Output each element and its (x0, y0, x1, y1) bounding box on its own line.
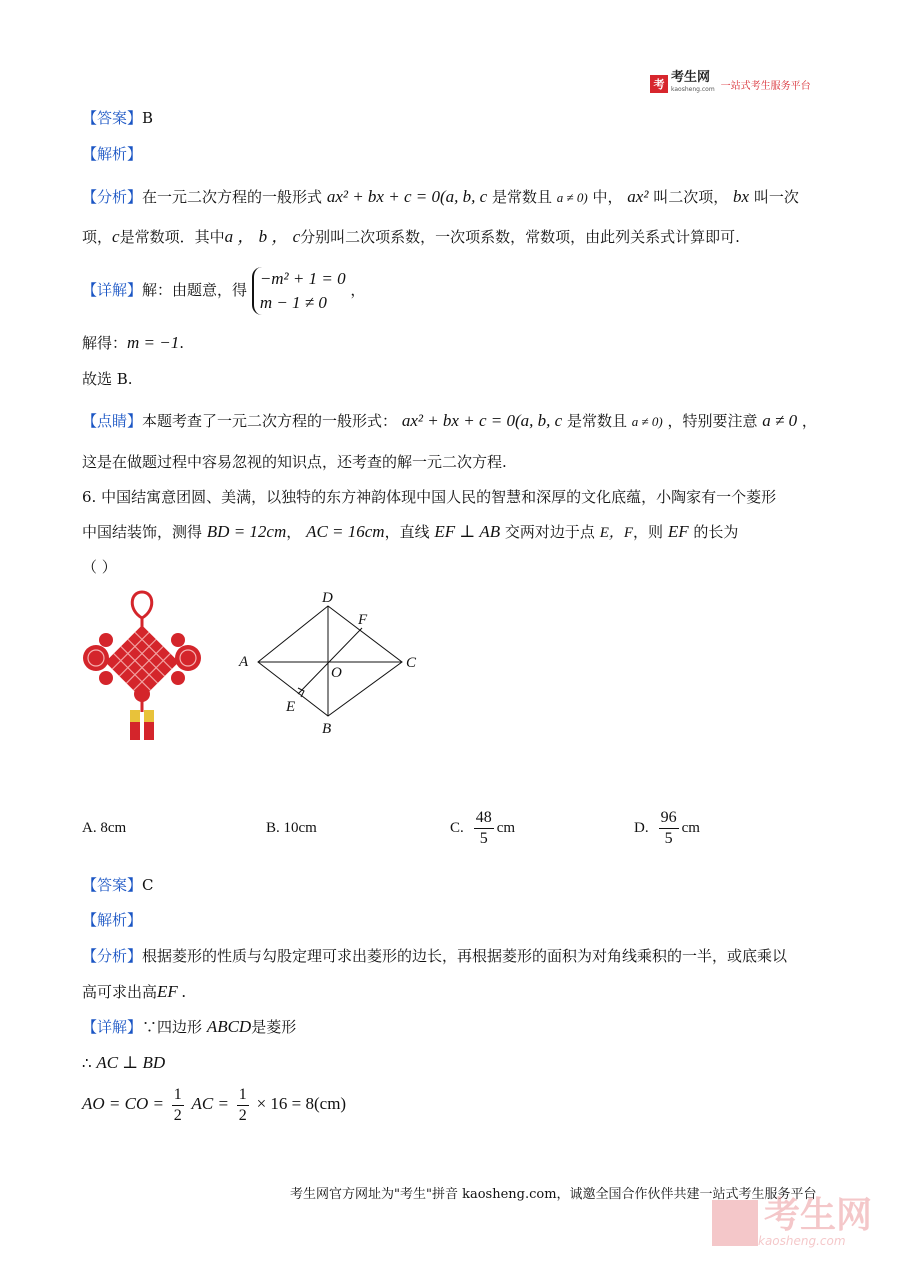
q6-xiangjie (82, 1016, 296, 1038)
fenxi-tag: 【分析】 (82, 188, 143, 206)
text: 解：由题意，得 (142, 281, 248, 299)
text: 故选 B. (82, 370, 133, 388)
text: 这是在做题过程中容易忽视的知识点，还考查的解一元二次方程. (82, 453, 507, 471)
text: 中， (592, 188, 623, 206)
text: . (179, 334, 185, 352)
formula: a ≠ 0) (631, 414, 663, 429)
text: 是常数且 (566, 412, 627, 430)
formula: AC ⊥ BD (96, 1053, 166, 1072)
formula: EF ⊥ AB (434, 522, 501, 541)
option-c-unit: cm (496, 820, 516, 836)
numerator: 96 (659, 808, 679, 829)
text: ， (286, 523, 302, 541)
text: 是常数项．其中 (119, 228, 225, 246)
formula: × 16 = 8(cm) (256, 1094, 347, 1113)
q5-dianjing-line-2 (82, 451, 507, 473)
brand-sub: kaosheng.com (671, 86, 715, 93)
option-c-fraction (474, 808, 494, 849)
analysis-tag: 【解析】 (82, 145, 143, 163)
rhombus-figure (230, 588, 430, 738)
text: 项， (82, 228, 113, 246)
text: 6. 中国结寓意团圆、美满，以独特的东方神韵体现中国人民的智慧和深厚的文化底蕴，小陶家有一个菱形 (82, 488, 777, 506)
q6-ao-equation (82, 1082, 346, 1126)
therefore-symbol: ∴ (82, 1054, 92, 1072)
answer-tag: 【答案】 (82, 109, 143, 127)
header-logo (650, 72, 811, 96)
numerator: 1 (172, 1085, 184, 1106)
q5-choose (82, 368, 133, 390)
option-a-label: A. 8cm (82, 820, 127, 836)
text: ， (801, 412, 817, 430)
formula: ABCD (206, 1017, 252, 1036)
analysis-tag: 【解析】 (82, 911, 143, 929)
denominator: 2 (173, 1106, 182, 1124)
formula: c (112, 227, 120, 246)
q6-analysis-heading (82, 909, 142, 931)
formula: m = −1 (127, 333, 180, 352)
formula: AC = (191, 1094, 229, 1113)
text: ， (350, 281, 366, 299)
chinese-knot-image (78, 590, 214, 745)
text: 中国结装饰，测得 (82, 523, 203, 541)
q6-stem-line-1 (82, 486, 776, 508)
label-c: C (406, 655, 417, 671)
logo-mark-icon: 考 (650, 75, 668, 93)
label-e: E (286, 699, 296, 715)
option-d-unit: cm (681, 820, 700, 836)
text: 分别叫二次项系数，一次项系数，常数项，由此列关系式计算即可. (300, 228, 740, 246)
line-ef (298, 628, 362, 694)
formula: −m² + 1 = 0 (259, 269, 346, 288)
option-a[interactable] (82, 820, 126, 837)
fenxi-tag: 【分析】 (82, 947, 143, 965)
text: 是菱形 (251, 1018, 297, 1036)
q5-fenxi-line-1 (82, 186, 799, 209)
formula: bx (733, 187, 750, 206)
text: 解得： (82, 334, 128, 352)
system-body (252, 267, 346, 315)
q5-answer (82, 107, 153, 129)
option-d[interactable] (634, 808, 700, 849)
q5-xiangjie (82, 265, 365, 315)
formula: ax² + bx + c = 0(a, b, c (401, 411, 563, 430)
text: 叫一次 (753, 188, 799, 206)
formula: BD = 12cm (206, 522, 287, 541)
text: 在一元二次方程的一般形式 (142, 188, 323, 206)
label-a: A (239, 654, 249, 670)
brand-name: 考生网 (671, 70, 711, 85)
formula: a ≠ 0) (556, 190, 588, 205)
answer-value: B (142, 109, 154, 127)
denominator: 5 (479, 830, 488, 847)
formula: AC = 16cm (306, 522, 385, 541)
q5-dianjing-line-1 (82, 410, 817, 433)
option-b[interactable] (266, 820, 317, 837)
formula: EF . (157, 982, 187, 1001)
watermark-text: 考生网 (764, 1195, 873, 1236)
q6-stem-line-2 (82, 521, 738, 544)
label-b: B (322, 721, 332, 737)
q5-solution (82, 332, 184, 354)
text: 高可求出高 (82, 983, 158, 1001)
xiangjie-tag: 【详解】 (82, 1018, 143, 1036)
text: 叫二次项， (653, 188, 729, 206)
equation-system (252, 267, 346, 315)
formula: AO = CO = (82, 1094, 164, 1113)
denominator: 2 (238, 1106, 247, 1124)
q6-fenxi-line-1 (82, 945, 787, 967)
option-c[interactable] (450, 808, 515, 849)
formula: a ， b ， c (224, 227, 301, 246)
option-d-fraction (659, 808, 679, 849)
text: ，特别要注意 (667, 412, 758, 430)
answer-value: C (142, 876, 154, 894)
text: ，则 (633, 523, 664, 541)
header-slogan: 一站式考生服务平台 (720, 80, 811, 92)
q5-fenxi-line-2 (82, 226, 740, 248)
formula: EF (667, 522, 689, 541)
label-f: F (358, 612, 368, 628)
q6-fenxi-line-2 (82, 981, 186, 1003)
option-b-label: B. 10cm (266, 820, 317, 836)
watermark-text-block (758, 1195, 873, 1248)
xiangjie-tag: 【详解】 (82, 281, 143, 299)
text: 的长为 (693, 523, 739, 541)
option-c-label: C. (450, 820, 464, 836)
text: ，直线 (384, 523, 430, 541)
formula: ax² + bx + c = 0(a, b, c (326, 187, 488, 206)
formula: ax² (627, 187, 649, 206)
text: 是常数且 (491, 188, 552, 206)
formula: m − 1 ≠ 0 (259, 293, 327, 312)
numerator: 1 (237, 1085, 249, 1106)
text: 交两对边于点 (504, 523, 595, 541)
text: （ ） (82, 558, 117, 576)
formula: E，F (599, 525, 634, 541)
q6-perp (82, 1052, 165, 1074)
watermark-sub: kaosheng.com (758, 1234, 846, 1248)
page-footer: 考生网官方网址为"考生"拼音 kaosheng.com，诚邀全国合作伙伴共建一站式考生服务平台 (290, 1187, 817, 1202)
answer-tag: 【答案】 (82, 876, 143, 894)
half-fraction (172, 1085, 184, 1126)
dianjing-tag: 【点睛】 (82, 412, 143, 430)
q6-stem-line-3 (82, 556, 117, 578)
text: ∵四边形 (142, 1018, 203, 1036)
text: 本题考查了一元二次方程的一般形式： (142, 412, 398, 430)
watermark-logo-icon (712, 1200, 758, 1246)
numerator: 48 (474, 808, 494, 829)
label-d: D (322, 590, 333, 606)
formula: a ≠ 0 (762, 411, 798, 430)
logo-brand (671, 72, 715, 96)
watermark (712, 1195, 873, 1248)
q6-answer (82, 874, 154, 896)
text: 根据菱形的性质与勾股定理可求出菱形的边长，再根据菱形的面积为对角线乘积的一半，或底乘以 (142, 947, 788, 965)
half-fraction (237, 1085, 249, 1126)
q5-analysis-heading (82, 143, 142, 165)
denominator: 5 (664, 830, 673, 847)
label-o: O (331, 665, 342, 681)
option-d-label: D. (634, 820, 649, 836)
